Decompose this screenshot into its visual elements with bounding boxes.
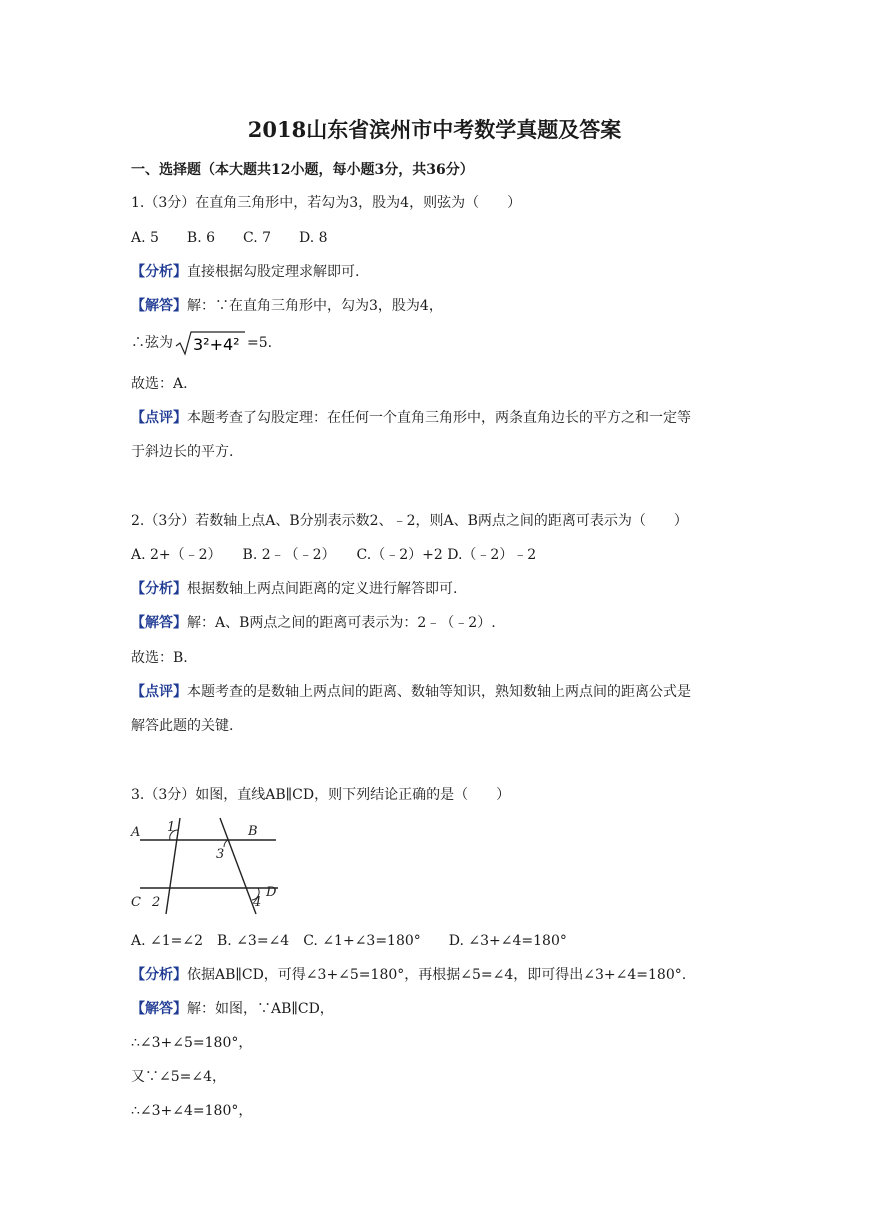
q2-choice: 故选：B. (131, 650, 188, 666)
page-title: 2018山东省滨州市中考数学真题及答案 (247, 117, 622, 142)
q3-analysis-text: 依据AB∥CD，可得∠3+∠5=180°，再根据∠5=∠4，即可得出∠3+∠4=180°. (187, 967, 687, 983)
q1-step-prefix: ∴弦为 (131, 335, 173, 351)
label-c: C (131, 895, 141, 910)
q3-step-3: ∴∠3+∠4=180°， (131, 1103, 253, 1119)
answer-tag: 【解答】 (131, 1001, 187, 1017)
comment-tag: 【点评】 (131, 410, 187, 426)
q2-analysis (131, 579, 457, 599)
q1-choice: 故选：A. (131, 376, 188, 392)
q1-answer (131, 296, 443, 316)
sqrt-radicand: 3²+4² (193, 335, 240, 354)
q3-answer (131, 999, 334, 1019)
q3-answer-text: 解：如图，∵AB∥CD， (187, 1001, 334, 1017)
q1-stem: 1.（3分）在直角三角形中，若勾为3，股为4，则弦为（ ） (131, 195, 522, 211)
q2-analysis-text: 根据数轴上两点间距离的定义进行解答即可. (187, 581, 458, 597)
q1-analysis (131, 262, 359, 282)
q1-step (131, 330, 272, 356)
analysis-tag: 【分析】 (131, 967, 187, 983)
q1-analysis-text: 直接根据勾股定理求解即可. (187, 264, 360, 280)
q2-comment-2: 解答此题的关键. (131, 718, 234, 734)
q1-step-suffix: =5. (247, 335, 273, 351)
comment-tag: 【点评】 (131, 684, 187, 700)
analysis-tag: 【分析】 (131, 264, 187, 280)
label-2: 2 (152, 895, 161, 910)
label-d: D (266, 885, 277, 900)
sqrt-expression (175, 330, 247, 356)
parallel-lines-figure (128, 816, 288, 916)
q2-comment-1 (131, 682, 691, 702)
q1-comment-text: 本题考查了勾股定理：在任何一个直角三角形中，两条直角边长的平方之和一定等 (187, 410, 691, 426)
q3-analysis (131, 965, 686, 985)
analysis-tag: 【分析】 (131, 581, 187, 597)
angle-arc-3 (224, 840, 228, 847)
q2-options: A. 2+（﹣2） B. 2﹣（﹣2） C.（﹣2）+2 D.（﹣2）﹣2 (131, 547, 537, 563)
label-4: 4 (253, 895, 262, 910)
label-3: 3 (216, 847, 225, 862)
q3-step-1: ∴∠3+∠5=180°， (131, 1035, 253, 1051)
section-heading: 一、选择题（本大题共12小题，每小题3分，共36分） (131, 162, 474, 178)
q3-options: A. ∠1=∠2 B. ∠3=∠4 C. ∠1+∠3=180° D. ∠3+∠4=180° (131, 933, 567, 949)
q3-step-2: 又∵∠5=∠4， (131, 1069, 227, 1085)
q2-stem: 2.（3分）若数轴上点A、B分别表示数2、﹣2，则A、B两点之间的距离可表示为（ ） (131, 513, 688, 529)
q2-answer-text: 解：A、B两点之间的距离可表示为：2﹣（﹣2）. (187, 615, 496, 631)
answer-tag: 【解答】 (131, 615, 187, 631)
q1-answer-text: 解：∵在直角三角形中，勾为3，股为4， (187, 298, 443, 314)
label-1: 1 (167, 820, 176, 835)
q2-comment-text: 本题考查的是数轴上两点间的距离、数轴等知识，熟知数轴上两点间的距离公式是 (187, 684, 691, 700)
answer-tag: 【解答】 (131, 298, 187, 314)
q3-stem: 3.（3分）如图，直线AB∥CD，则下列结论正确的是（ ） (131, 787, 511, 803)
q1-options: A. 5 B. 6 C. 7 D. 8 (131, 230, 328, 246)
q1-comment-2: 于斜边长的平方. (131, 444, 234, 460)
label-a: A (131, 825, 141, 840)
q1-comment-1 (131, 408, 691, 428)
q2-answer (131, 613, 496, 633)
label-b: B (248, 824, 258, 839)
